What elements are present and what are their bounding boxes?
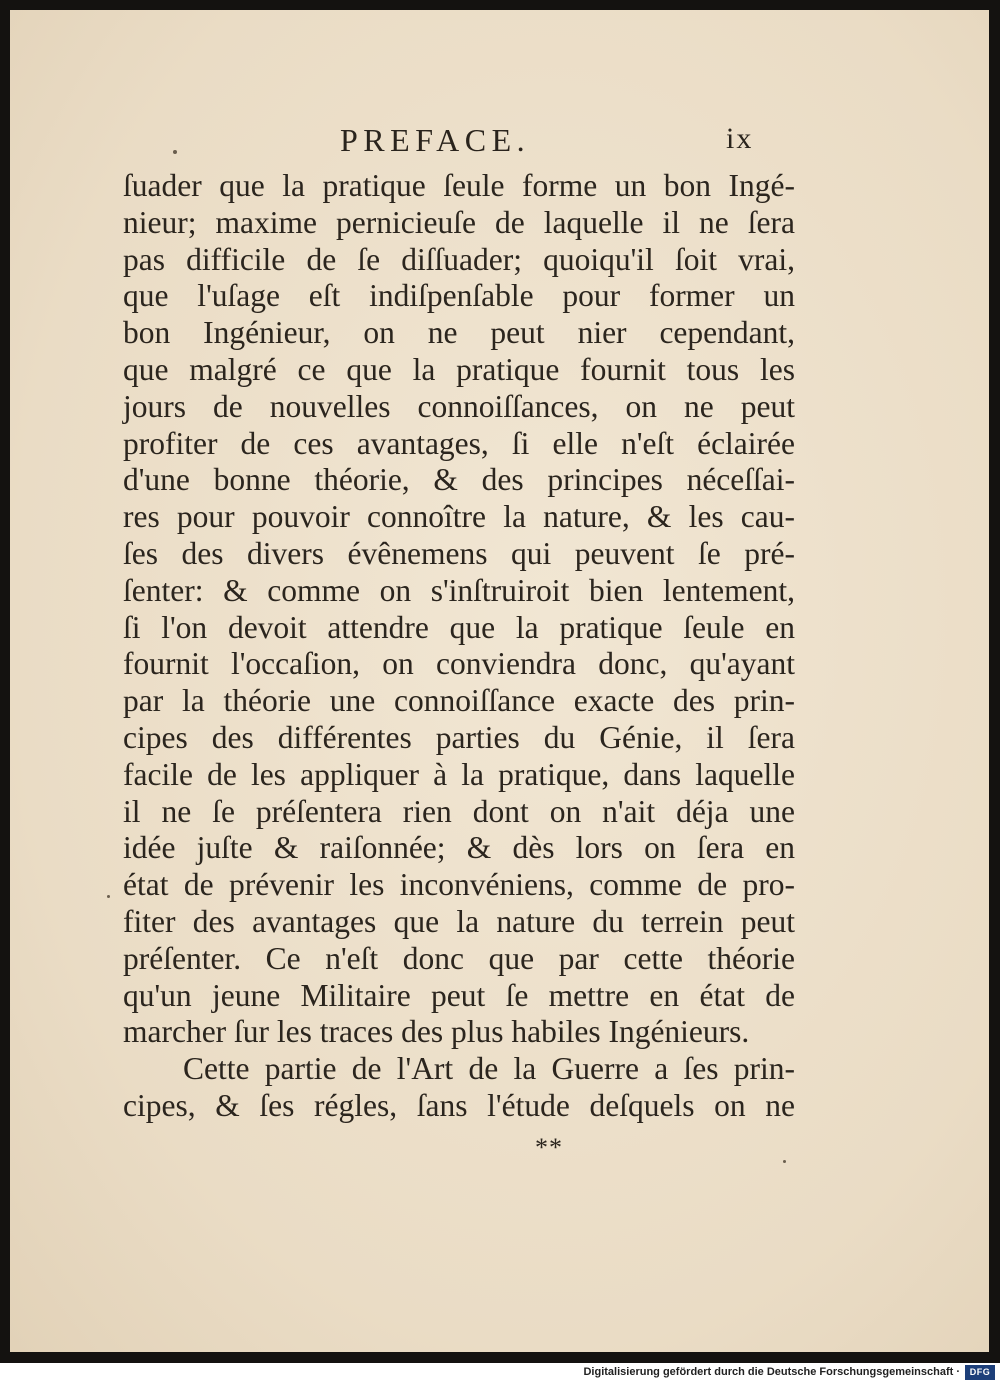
text-line: ſes des divers évênemens qui peuvent ſe pré- [123,535,795,571]
dfg-logo-icon: DFG [965,1365,995,1380]
text-line: bon Ingénieur, on ne peut nier cependant, [123,315,795,351]
paper-speck [783,1160,786,1163]
text-line: état de prévenir les inconvéniens, comme de pro- [123,867,795,903]
text-line: préſenter. Ce n'eſt donc que par cette théorie [123,940,795,976]
text-line: res pour pouvoir connoître la nature, & les cau- [123,499,795,535]
page-title: PREFACE. [340,122,531,158]
running-head [10,122,989,162]
text-line: que malgré ce que la pratique fournit tous les [123,351,795,387]
body-text [123,168,795,1125]
footer-credit: Digitalisierung gefördert durch die Deutsche Forschungsgemeinschaft · [583,1366,960,1378]
text-line: ſenter: & comme on s'inſtruiroit bien lentement, [123,572,795,608]
text-line: cipes, & ſes régles, ſans l'étude deſquels on ne [123,1087,795,1123]
text-line: profiter de ces avantages, ſi elle n'eſt éclairée [123,425,795,461]
text-line: ſi l'on devoit attendre que la pratique ſeule en [123,609,795,645]
text-line: pas difficile de ſe diſſuader; quoiqu'il ſoit vrai, [123,241,795,277]
page-number: ix [726,122,754,155]
book-page [10,10,989,1352]
text-line: par la théorie une connoiſſance exacte des prin- [123,683,795,719]
text-line: ſuader que la pratique ſeule forme un bon Ingé- [123,168,795,203]
text-line: que l'uſage eſt indiſpenſable pour former un [123,278,795,314]
text-line: nieur; maxime pernicieuſe de laquelle il ne ſera [123,204,795,240]
text-line: cipes des différentes parties du Génie, il ſera [123,719,795,755]
text-line: marcher ſur les traces des plus habiles Ingénieurs. [123,1014,750,1050]
text-line: qu'un jeune Militaire peut ſe mettre en état de [123,977,795,1013]
paper-speck [107,895,110,898]
text-line: facile de les appliquer à la pratique, dans laquelle [123,756,795,792]
text-line: fournit l'occaſion, on conviendra donc, qu'ayant [123,646,795,682]
text-line: fiter des avantages que la nature du terrein peut [123,903,795,939]
signature-mark: ** [535,1133,563,1162]
text-line: il ne ſe préſentera rien dont on n'ait déja une [123,793,795,829]
footer-bar [0,1363,1000,1384]
text-line: d'une bonne théorie, & des principes néceſſai- [123,462,795,498]
text-line: jours de nouvelles connoiſſances, on ne peut [123,388,795,424]
text-line: Cette partie de l'Art de la Guerre a ſes prin- [183,1051,795,1087]
text-line: idée juſte & raiſonnée; & dès lors on ſera en [123,830,795,866]
paper-speck [173,150,177,154]
